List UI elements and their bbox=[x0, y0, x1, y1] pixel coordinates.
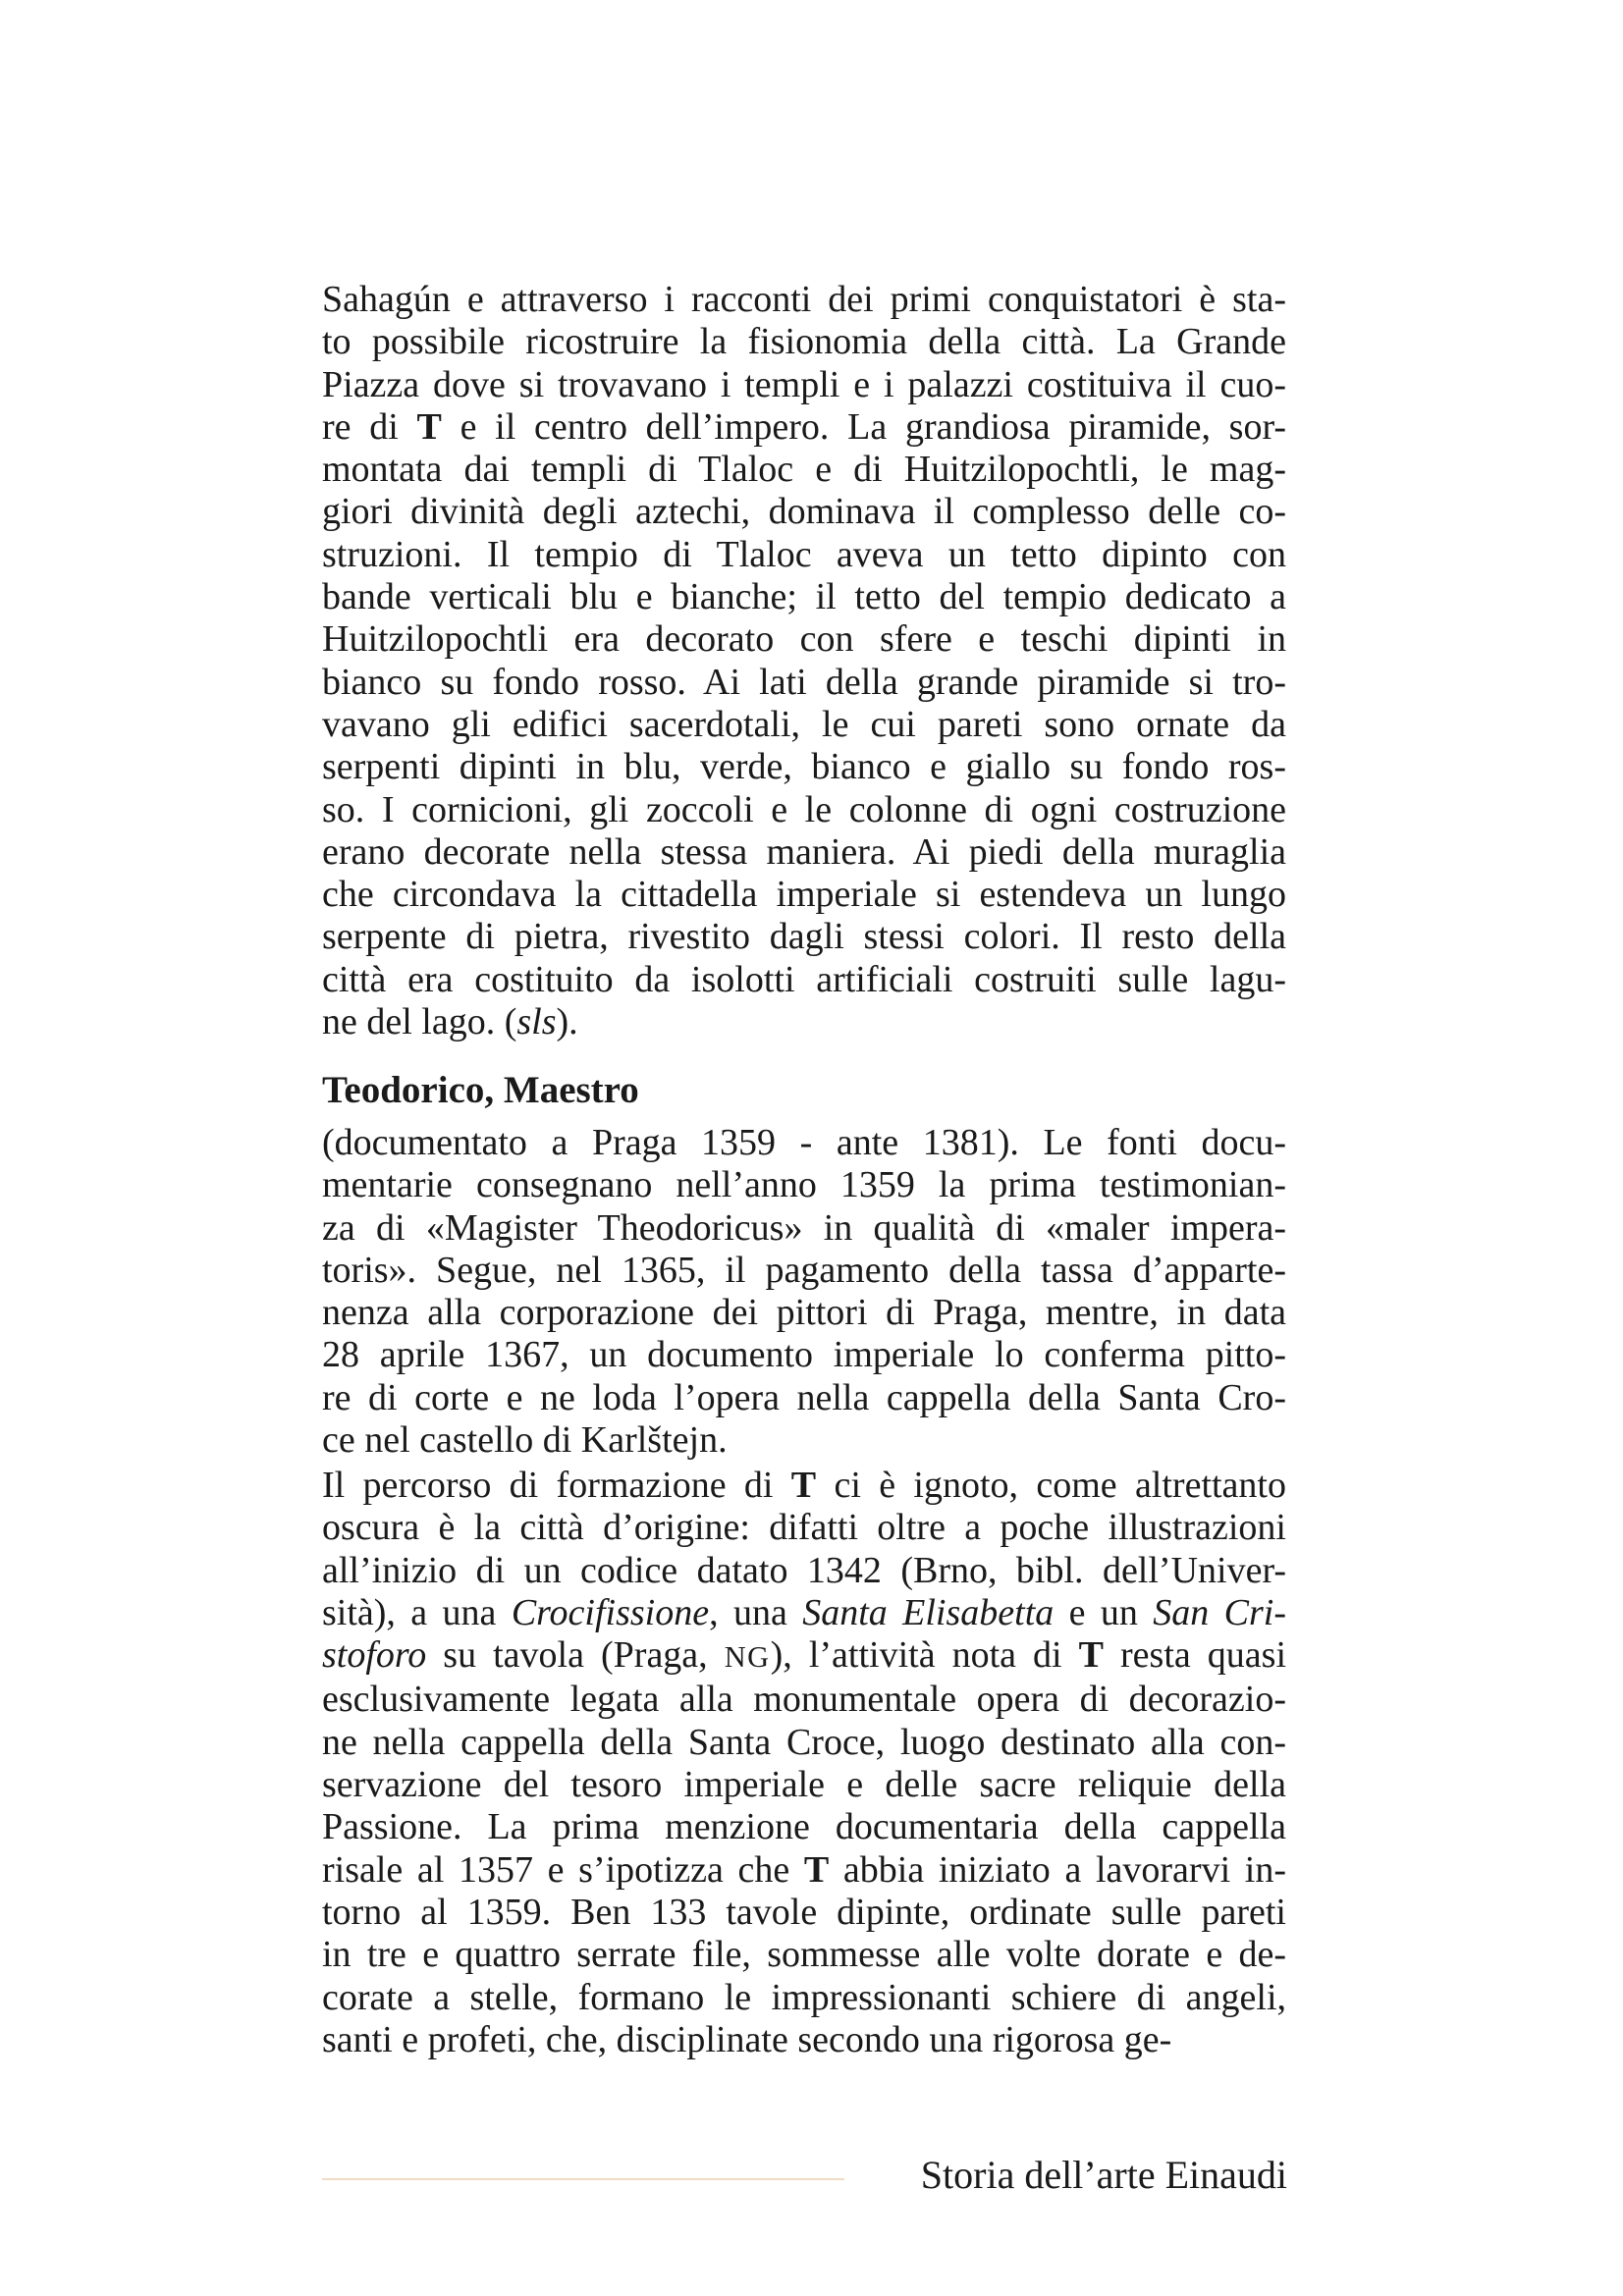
text-line: Huitzilopochtli era decorato con sfere e teschi dipinti in bbox=[322, 618, 1286, 661]
text-line: re di corte e ne loda l’opera nella cappella della Santa Cro- bbox=[322, 1376, 1286, 1418]
text-line: stoforo su tavola (Praga, NG), l’attività nota di T resta quasi bbox=[322, 1634, 1287, 1677]
text-line: nenza alla corporazione dei pittori di Praga, mentre, in data bbox=[322, 1292, 1286, 1334]
text-line: ne nella cappella della Santa Croce, luogo destinato alla con- bbox=[322, 1721, 1286, 1763]
text-line: (documentato a Praga 1359 - ante 1381). Le fonti docu- bbox=[322, 1122, 1286, 1163]
text-line: santi e profeti, che, disciplinate secondo una rigorosa ge- bbox=[322, 2018, 1172, 2060]
text-line: mentarie consegnano nell’anno 1359 la prima testimonian- bbox=[322, 1164, 1286, 1206]
text-line: all’inizio di un codice datato 1342 (Brno, bibl. dell’Univer- bbox=[322, 1549, 1286, 1591]
text-line: esclusivamente legata alla monumentale opera di decorazio- bbox=[322, 1679, 1286, 1721]
text-line: sità), a una Crocifissione, una Santa Elisabetta e un San Cri- bbox=[322, 1591, 1287, 1633]
text-line: 28 aprile 1367, un documento imperiale lo conferma pitto- bbox=[322, 1334, 1286, 1376]
text-line: in tre e quattro serrate file, sommesse alle volte dorate e de- bbox=[322, 1934, 1286, 1976]
footer-publisher: Storia dell’arte Einaudi bbox=[920, 2153, 1287, 2197]
footer-rule bbox=[322, 2178, 844, 2180]
text-line: corate a stelle, formano le impressionanti schiere di angeli, bbox=[322, 1976, 1286, 2018]
text-line: Passione. La prima menzione documentaria della cappella bbox=[322, 1806, 1286, 1848]
paragraph-tenochtitlan bbox=[322, 279, 1286, 1043]
entry-heading: Teodorico, Maestro bbox=[322, 1069, 639, 1111]
text-line: toris». Segue, nel 1365, il pagamento della tassa d’apparte- bbox=[322, 1249, 1286, 1291]
text-line: Piazza dove si trovavano i templi e i palazzi costituiva il cuo- bbox=[322, 363, 1286, 405]
text-line: Sahagún e attraverso i racconti dei primi conquistatori è sta- bbox=[322, 279, 1286, 320]
text-line: za di «Magister Theodoricus» in qualità di «maler impera- bbox=[322, 1206, 1286, 1249]
text-line: re di T e il centro dell’impero. La grandiosa piramide, sor- bbox=[322, 405, 1287, 448]
text-line: che circondava la cittadella imperiale si estendeva un lungo bbox=[322, 874, 1286, 916]
text-line: risale al 1357 e s’ipotizza che T abbia iniziato a lavorarvi in- bbox=[322, 1848, 1286, 1891]
text-line: oscura è la città d’origine: difatti oltre a poche illustrazioni bbox=[322, 1507, 1286, 1549]
text-line: serpente di pietra, rivestito dagli stessi colori. Il resto della bbox=[322, 916, 1286, 958]
paragraph-biography bbox=[322, 1122, 1286, 1462]
text-line: serpenti dipinti in blu, verde, bianco e giallo su fondo ros- bbox=[322, 746, 1286, 788]
text-line: ne del lago. (sls). bbox=[322, 1001, 578, 1043]
paragraph-formation bbox=[322, 1465, 1286, 2061]
text-line: giori divinità degli aztechi, dominava il complesso delle co- bbox=[322, 491, 1286, 533]
text-line: Il percorso di formazione di T ci è ignoto, come altrettanto bbox=[322, 1465, 1286, 1506]
text-line: erano decorate nella stessa maniera. Ai piedi della muraglia bbox=[322, 830, 1286, 873]
text-line: torno al 1359. Ben 133 tavole dipinte, ordinate sulle pareti bbox=[322, 1891, 1286, 1933]
text-line: ce nel castello di Karlštejn. bbox=[322, 1419, 728, 1462]
text-line: montata dai templi di Tlaloc e di Huitzilopochtli, le mag- bbox=[322, 449, 1286, 491]
text-line: bande verticali blu e bianche; il tetto del tempio dedicato a bbox=[322, 576, 1286, 618]
text-line: so. I cornicioni, gli zoccoli e le colonne di ogni costruzione bbox=[322, 788, 1286, 830]
text-line: to possibile ricostruire la fisionomia della città. La Grande bbox=[322, 321, 1286, 363]
text-line: servazione del tesoro imperiale e delle sacre reliquie della bbox=[322, 1764, 1286, 1806]
text-line: bianco su fondo rosso. Ai lati della grande piramide si tro- bbox=[322, 661, 1286, 703]
text-line: vavano gli edifici sacerdotali, le cui pareti sono ornate da bbox=[322, 703, 1286, 745]
text-line: struzioni. Il tempio di Tlaloc aveva un tetto dipinto con bbox=[322, 533, 1286, 575]
text-line: città era costituito da isolotti artificiali costruiti sulle lagu- bbox=[322, 958, 1286, 1000]
